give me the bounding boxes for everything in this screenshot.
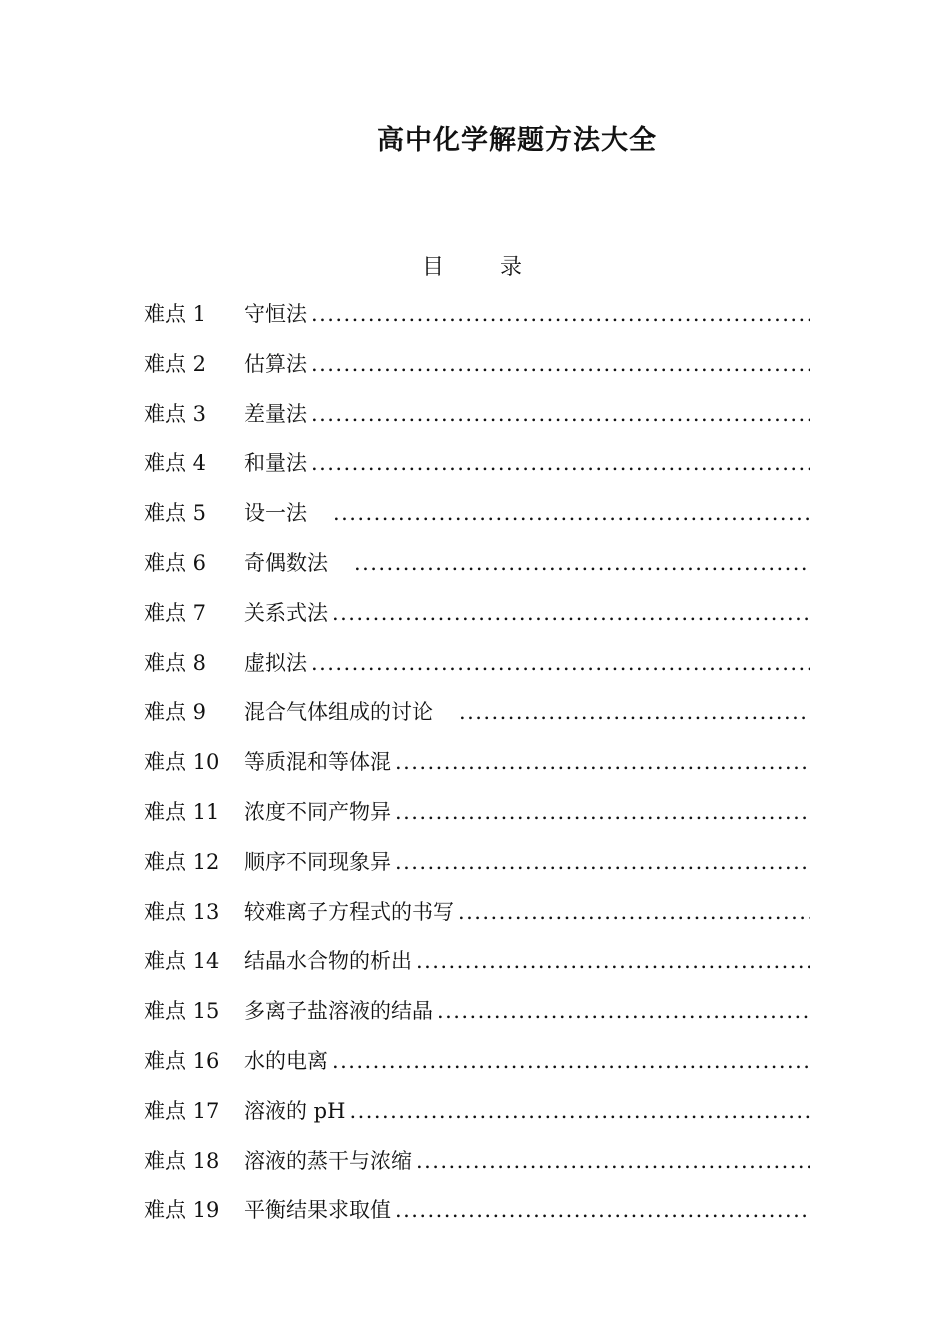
toc-entry[interactable] <box>144 340 810 390</box>
toc-dot-leader <box>395 838 810 888</box>
toc-entry-title: 浓度不同产物异 <box>244 799 391 824</box>
toc-entry[interactable] <box>144 439 810 489</box>
toc-entry[interactable] <box>144 688 810 738</box>
toc-entry-title: 水的电离 <box>244 1048 328 1073</box>
toc-heading-right: 录 <box>500 255 523 280</box>
toc-entry-label: 难点 5 <box>144 501 207 526</box>
document-title: 高中化学解题方法大全 <box>377 125 657 156</box>
toc-dot-leader <box>416 937 810 987</box>
toc-dot-leader <box>395 788 810 838</box>
toc-entry[interactable] <box>144 1037 810 1087</box>
toc-entry-title: 多离子盐溶液的结晶 <box>244 999 433 1024</box>
toc-entry-label: 难点 18 <box>144 1148 220 1173</box>
toc-entry-label: 难点 6 <box>144 550 207 575</box>
toc-entry-label: 难点 15 <box>144 999 220 1024</box>
toc-dot-leader <box>332 589 810 639</box>
toc-entry-label: 难点 9 <box>144 700 207 725</box>
toc-entry[interactable] <box>144 539 810 589</box>
toc-entry[interactable] <box>144 589 810 639</box>
toc-dot-leader <box>395 1186 810 1236</box>
toc-entry[interactable] <box>144 987 810 1037</box>
toc-entry[interactable] <box>144 788 810 838</box>
toc-dot-leader <box>458 888 810 938</box>
toc-dot-leader <box>354 539 810 589</box>
toc-entry-label: 难点 17 <box>144 1098 220 1123</box>
toc-heading-left: 目 <box>422 255 445 280</box>
toc-entry-label: 难点 16 <box>144 1048 220 1073</box>
toc-entry-title: 结晶水合物的析出 <box>244 949 412 974</box>
toc-entry-title: 和量法 <box>244 451 307 476</box>
toc-entry[interactable] <box>144 290 810 340</box>
toc-dot-leader <box>349 1087 810 1137</box>
toc-dot-leader <box>311 340 810 390</box>
toc-dot-leader <box>416 1137 810 1187</box>
toc-dot-leader <box>395 738 810 788</box>
toc-entry-title: 估算法 <box>244 351 307 376</box>
toc-entry[interactable] <box>144 1087 810 1137</box>
toc-dot-leader <box>333 489 810 539</box>
toc-entry-title: 溶液的蒸干与浓缩 <box>244 1148 412 1173</box>
toc-entry-label: 难点 1 <box>144 302 207 326</box>
toc-entry-label: 难点 3 <box>144 401 207 426</box>
toc-entry-title: 混合气体组成的讨论 <box>244 700 433 725</box>
toc-entry[interactable] <box>144 489 810 539</box>
toc-entry-title: 守恒法 <box>244 302 307 326</box>
toc-entry[interactable] <box>144 1137 810 1187</box>
toc-entry[interactable] <box>144 937 810 987</box>
toc-entry[interactable] <box>144 738 810 788</box>
toc-entry[interactable] <box>144 639 810 689</box>
toc-entry[interactable] <box>144 1186 810 1236</box>
toc-entry-title: 关系式法 <box>244 600 328 625</box>
toc-dot-leader <box>437 987 810 1037</box>
toc-dot-leader <box>459 688 810 738</box>
toc-entry[interactable] <box>144 390 810 440</box>
toc-dot-leader <box>311 390 810 440</box>
toc-entry-label: 难点 12 <box>144 849 220 874</box>
toc-dot-leader <box>311 639 810 689</box>
toc-entry-title: 溶液的 pH <box>244 1098 346 1123</box>
toc-entry-title: 设一法 <box>244 501 307 526</box>
toc-dot-leader <box>311 290 810 340</box>
toc-entry-label: 难点 11 <box>144 799 220 824</box>
toc-entry-label: 难点 10 <box>144 750 220 775</box>
toc-entry-title: 较难离子方程式的书写 <box>244 899 454 924</box>
toc-entry[interactable] <box>144 838 810 888</box>
toc-entry[interactable] <box>144 888 810 938</box>
toc-entry-label: 难点 2 <box>144 351 207 376</box>
toc-entry-label: 难点 19 <box>144 1198 220 1223</box>
toc-entry-label: 难点 8 <box>144 650 207 675</box>
toc-heading <box>422 250 522 281</box>
toc-entry-label: 难点 13 <box>144 899 220 924</box>
toc-entry-title: 差量法 <box>244 401 307 426</box>
toc-entry-label: 难点 7 <box>144 600 207 625</box>
toc-entry-title: 顺序不同现象异 <box>244 849 391 874</box>
toc-dot-leader <box>332 1037 810 1087</box>
toc-entry-title: 等质混和等体混 <box>244 750 391 775</box>
toc-entry-label: 难点 4 <box>144 451 207 476</box>
toc-entry-title: 平衡结果求取值 <box>244 1198 391 1223</box>
table-of-contents <box>144 290 810 1236</box>
toc-entry-title: 虚拟法 <box>244 650 307 675</box>
toc-entry-title: 奇偶数法 <box>244 550 328 575</box>
toc-dot-leader <box>311 439 810 489</box>
toc-entry-label: 难点 14 <box>144 949 220 974</box>
